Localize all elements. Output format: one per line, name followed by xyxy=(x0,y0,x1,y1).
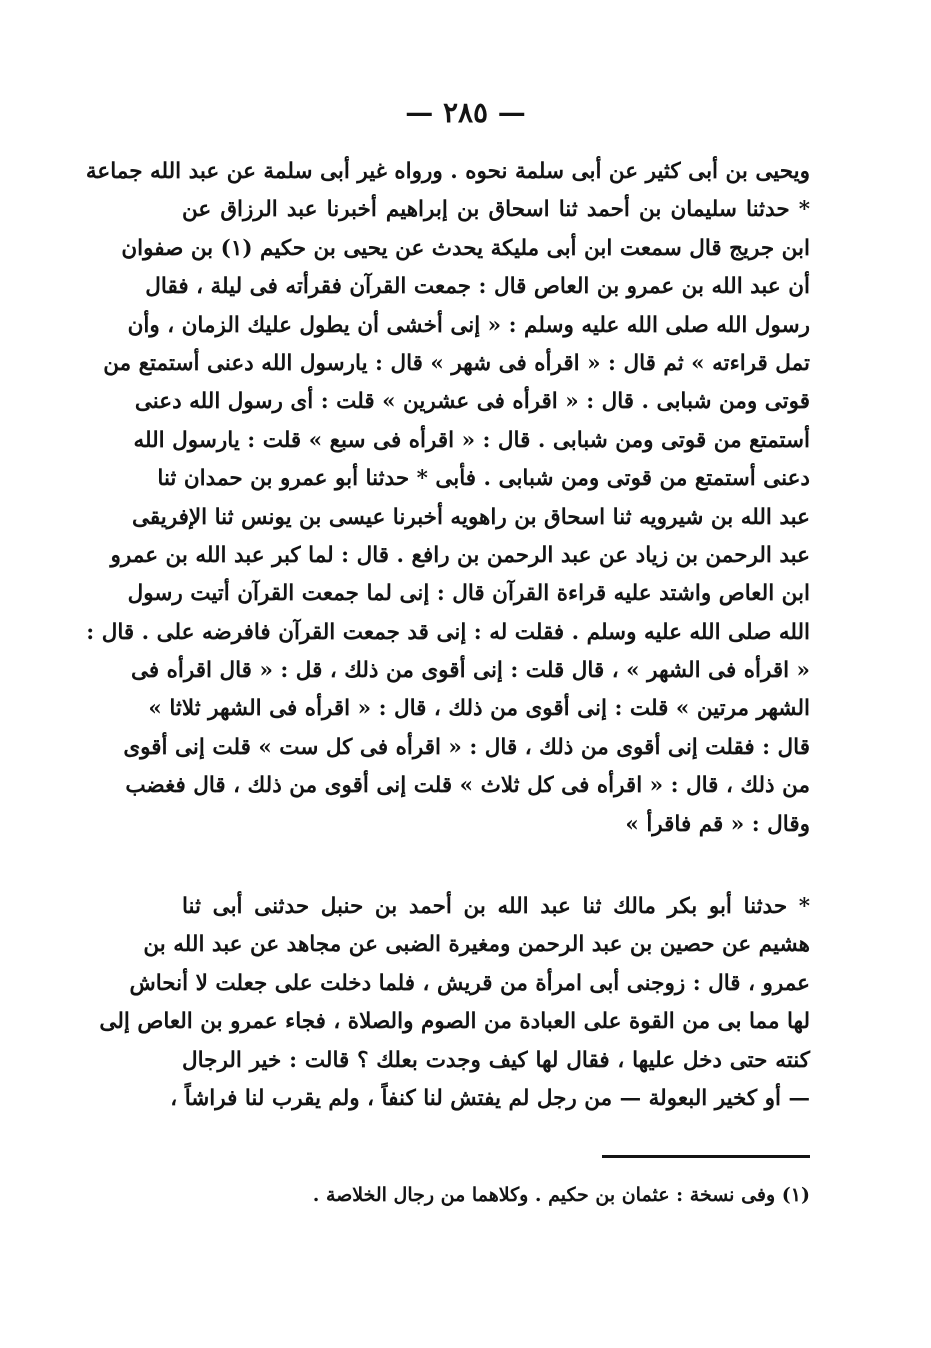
text-line: عبد الله بن شيرويه ثنا اسحاق بن راهويه أخبرنا عيسى بن يونس ثنا الإفريقى xyxy=(131,504,810,530)
text-line: عمرو ، قال : زوجنى أبى امرأة من قريش ، فلما دخلت على جعلت لا أنحاش xyxy=(129,970,810,996)
text-line: كنته حتى دخل عليها ، فقال لها كيف وجدت بعلك ؟ قالت : خير الرجال xyxy=(182,1047,810,1073)
text-line: عبد الرحمن بن زياد عن عبد الرحمن بن رافع . قال : لما كبر عبد الله بن عمرو xyxy=(110,542,810,568)
page-number: — ٢٨٥ — xyxy=(405,96,526,129)
text-line: * حدثنا سليمان بن أحمد ثنا اسحاق بن إبراهيم أخبرنا عبد الرزاق عن xyxy=(182,197,810,223)
paragraph-1 xyxy=(85,153,810,844)
text-line: وقال : « قم فاقرأ » xyxy=(625,811,810,837)
text-line: هشيم عن حصين بن عبد الرحمن ومغيرة الضبى عن مجاهد عن عبد الله بن xyxy=(143,932,810,958)
text-line: ابن جريج قال سمعت ابن أبى مليكة يحدث عن يحيى بن حكيم (١) بن صفوان xyxy=(121,235,810,261)
text-line: * حدثنا أبو بكر مالك ثنا عبد الله بن أحمد بن حنبل حدثنى أبى ثنا xyxy=(182,894,810,919)
text-line: رسول الله صلى الله عليه وسلم : « إنى أخشى أن يطول عليك الزمان ، وأن xyxy=(127,312,810,338)
text-line: قوتى ومن شبابى . قال : « اقرأه فى عشرين » قلت : أى رسول الله دعنى xyxy=(134,389,810,415)
footnote: (١) وفى نسخة : عثمان بن حكيم . وكلاهما من رجال الخلاصة . xyxy=(312,1184,810,1206)
text-line: الشهر مرتين » قلت : إنى أقوى من ذلك ، قال : « اقرأه فى الشهر ثلاثا » xyxy=(148,696,810,722)
text-line: أستمتع من قوتى ومن شبابى . قال : « اقرأه فى سبع » قلت : يارسول الله xyxy=(133,427,810,453)
paragraph-2 xyxy=(99,888,810,1118)
text-line: قال : فقلت إنى أقوى من ذلك ، قال : « اقرأه فى كل ست » قلت إنى أقوى xyxy=(123,734,810,760)
text-line: ابن العاص واشتد عليه قراءة القرآن قال : إنى لما جمعت القرآن أتيت رسول xyxy=(127,581,810,607)
text-line: دعنى أستمتع من قوتى ومن شبابى . فأبى * حدثنا أبو عمرو بن حمدان ثنا xyxy=(157,466,810,492)
text-line: ويحيى بن أبى كثير عن أبى سلمة نحوه . ورواه غير أبى سلمة عن عبد الله جماعة xyxy=(85,159,810,184)
text-line: الله صلى الله عليه وسلم . فقلت له : إنى قد جمعت القرآن فافرضه على . قال : xyxy=(86,619,810,645)
text-line: — أو كخير البعولة — من رجل لم يفتش لنا كنفاً ، ولم يقرب لنا فراشاً ، xyxy=(170,1085,810,1111)
text-line: لها مما بى من القوة على العبادة من الصوم والصلاة ، فجاء عمرو بن العاص إلى xyxy=(99,1009,810,1035)
text-line: « اقرأه فى الشهر » ، قال قلت : إنى أقوى من ذلك ، قل : « قال اقرأه فى xyxy=(130,658,810,684)
text-line: من ذلك ، قال : « اقرأه فى كل ثلاث » قلت إنى أقوى من ذلك ، قال فغضب xyxy=(125,773,810,799)
text-line: أن عبد الله بن عمرو بن العاص قال : جمعت القرآن فقرأته فى ليلة ، فقال xyxy=(145,274,810,300)
text-line: تمل قراءته » ثم قال : « اقرأه فى شهر » قال : يارسول الله دعنى أستمتع من xyxy=(103,350,810,376)
footnote-divider xyxy=(602,1155,810,1158)
